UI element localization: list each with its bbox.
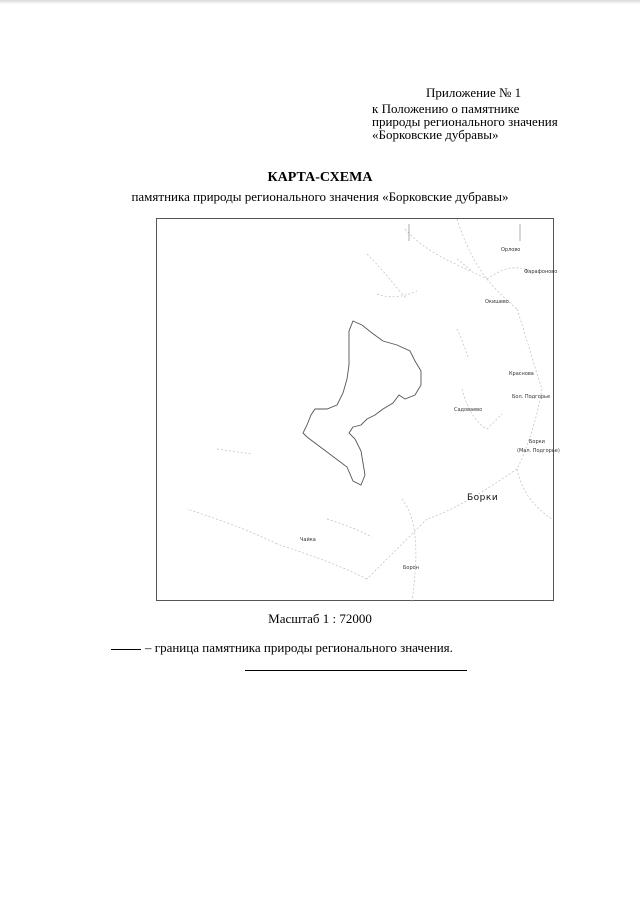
label-orlovo: Орлово — [501, 247, 521, 253]
label-boron: Борон — [403, 565, 419, 571]
map-scale: Масштаб 1 : 72000 — [268, 611, 372, 626]
monument-boundary — [303, 321, 421, 485]
label-borki-large: Борки — [467, 493, 499, 503]
legend — [111, 640, 453, 656]
appendix-line-1: к Положению о памятнике — [372, 101, 520, 116]
closing-rule — [245, 670, 467, 671]
label-krasnovo: Краснова — [509, 371, 534, 377]
appendix-line-2: природы регионального значения — [372, 114, 558, 129]
label-borki-sub: (Мал. Подгорье) — [517, 448, 560, 454]
label-farafonovo: Фарафоново — [524, 269, 558, 275]
document-subtitle: памятника природы регионального значения «Борковские дубравы» — [131, 189, 509, 204]
legend-boundary-sample — [111, 649, 141, 650]
label-borki: Борки — [529, 439, 545, 445]
label-bolshie-podgorye: Бол. Подгорье — [512, 394, 551, 400]
document-title: КАРТА-СХЕМА — [267, 170, 373, 185]
map-roads — [187, 219, 552, 602]
appendix-line-3: «Борковские дубравы» — [372, 127, 499, 142]
label-sadovaevo: Садоваево — [454, 407, 483, 413]
map-drawing — [157, 219, 558, 602]
appendix-number: Приложение № 1 — [426, 85, 522, 100]
label-chaika: Чайка — [300, 537, 316, 543]
scan-top-edge — [0, 0, 640, 4]
appendix-header — [372, 86, 622, 141]
map-scheme — [156, 218, 560, 601]
legend-text: – граница памятника природы регионального значения. — [145, 640, 453, 655]
label-okishevo: Окишево — [485, 299, 509, 305]
